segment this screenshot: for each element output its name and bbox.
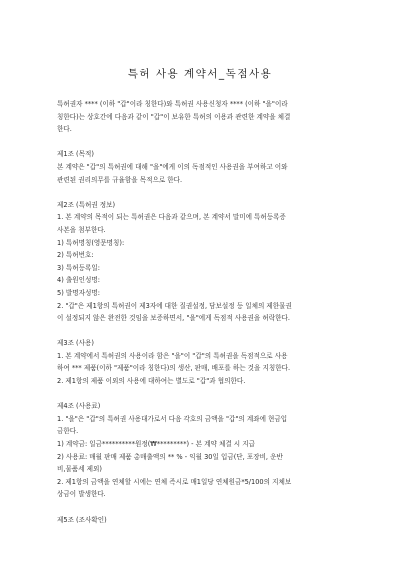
paragraph-gap xyxy=(57,136,349,149)
article-line: 하여 *** 제품(이하 "제품"이라 칭한다)의 생산, 판매, 배포를 하는 것을 지칭한다. xyxy=(57,364,291,373)
paragraph-gap xyxy=(57,186,349,199)
paragraph-gap xyxy=(57,388,349,401)
document-title: 특허 사용 계약서_독점사용 xyxy=(127,68,273,80)
paragraph-gap xyxy=(57,325,349,338)
article-line: 4) 출원인성명: xyxy=(57,276,100,285)
document-body xyxy=(57,98,349,526)
article-line: 이 설정되지 않은 완전한 것임을 보증하면서, "을"에게 독점적 사용권을 허락한다. xyxy=(57,314,290,323)
article-heading: 제4조 (사용료) xyxy=(57,402,101,411)
article-line: 1) 계약금: 일금**********원정(₩*********) - 본 계약 체결 시 지급 xyxy=(57,440,255,449)
article-line: 1. 본 계약에서 특허권의 사용이라 함은 "을"이 "갑"의 특허권을 독점적으로 사용 xyxy=(57,351,288,360)
article-line: 2. 제1항의 금액을 연체할 시에는 연체 즉시로 매1일당 연체원금*5/100의 지체보 xyxy=(57,477,292,486)
article-heading: 제3조 (사용) xyxy=(57,339,94,348)
intro-line: 칭한다)는 상호간에 다음과 같이 "갑"이 보유한 특허의 이용과 관련한 계약을 체결 xyxy=(57,112,291,121)
article-line: 1) 특허명칭(영문명칭): xyxy=(57,238,125,247)
article-heading: 제1조 (목적) xyxy=(57,150,94,159)
article-line: 2. 제1항의 제품 이외의 사용에 대하여는 별도로 "갑"과 협의한다. xyxy=(57,377,246,386)
article-heading: 제5조 (조사확인) xyxy=(57,515,107,524)
article-line: 관련된 권리의무를 규율함을 목적으로 한다. xyxy=(57,175,183,184)
article-line: 1. "을"은 "갑"의 특허권 사용대가로서 다음 각호의 금액을 "갑"의 계좌에 현금입 xyxy=(57,414,288,423)
article-line: 2) 특허번호: xyxy=(57,251,94,260)
article-line: 1. 본 계약의 목적이 되는 특허권은 다음과 같으며, 본 계약서 말미에 특허등록증 xyxy=(57,213,286,222)
paragraph-gap xyxy=(57,501,349,514)
article-line: 비,물품세 제외) xyxy=(57,465,102,474)
article-line: 2) 사용료: 매월 판매 제품 총매출액의 ** % - 익월 30일 입금(단, 포장비, 운반 xyxy=(57,452,283,461)
article-line: 2. "갑"은 제1항의 특허권이 제3자에 대한 질권설정, 담보설정 등 일체의 제한물권 xyxy=(57,301,292,310)
article-line: 사본을 첨부한다. xyxy=(57,225,106,234)
intro-line: 특허권자 **** (이하 "갑"이라 칭한다)와 특허권 사용신청자 **** (이하 "을"이라 xyxy=(57,100,288,108)
article-line: 금한다. xyxy=(57,427,79,436)
article-line: 5) 발명자성명: xyxy=(57,288,100,297)
article-line: 상금이 발생한다. xyxy=(57,490,106,499)
article-heading: 제2조 (특허권 정보) xyxy=(57,200,116,209)
article-line: 본 계약은 "갑"의 특허권에 대해 "을"에게 이의 독점적인 사용권을 부여하고 이와 xyxy=(57,162,288,171)
intro-line: 한다. xyxy=(57,125,72,134)
article-line: 3) 특허등록일: xyxy=(57,263,100,272)
